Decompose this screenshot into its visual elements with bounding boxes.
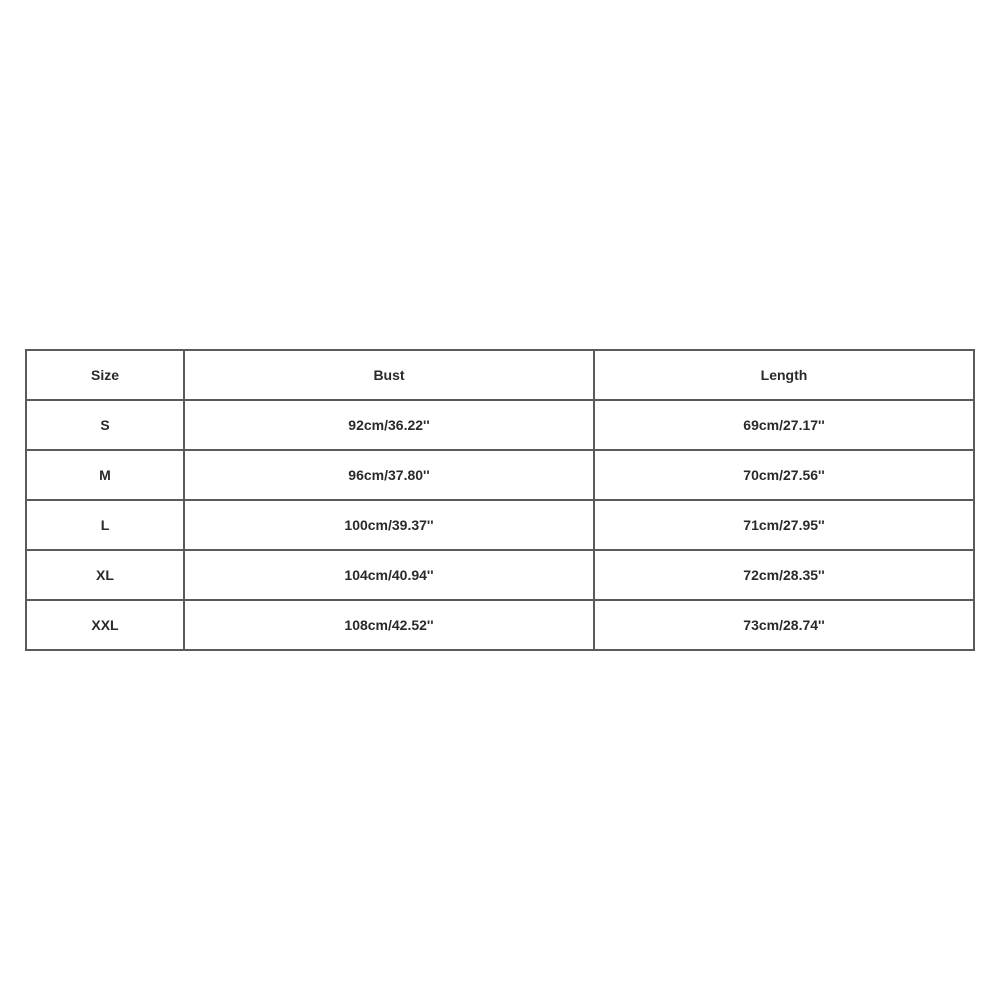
size-cell: XXL [26, 600, 184, 650]
header-bust: Bust [184, 350, 594, 400]
table-row [26, 450, 974, 500]
bust-cell: 104cm/40.94'' [184, 550, 594, 600]
bust-cell: 96cm/37.80'' [184, 450, 594, 500]
size-cell: M [26, 450, 184, 500]
bust-cell: 100cm/39.37'' [184, 500, 594, 550]
table-row [26, 400, 974, 450]
length-cell: 73cm/28.74'' [594, 600, 974, 650]
size-cell: S [26, 400, 184, 450]
length-cell: 72cm/28.35'' [594, 550, 974, 600]
size-cell: L [26, 500, 184, 550]
size-cell: XL [26, 550, 184, 600]
table-row [26, 600, 974, 650]
table-row [26, 500, 974, 550]
length-cell: 70cm/27.56'' [594, 450, 974, 500]
bust-cell: 108cm/42.52'' [184, 600, 594, 650]
table-row [26, 550, 974, 600]
length-cell: 71cm/27.95'' [594, 500, 974, 550]
bust-cell: 92cm/36.22'' [184, 400, 594, 450]
header-size: Size [26, 350, 184, 400]
header-length: Length [594, 350, 974, 400]
table-header-row [26, 350, 974, 400]
length-cell: 69cm/27.17'' [594, 400, 974, 450]
size-chart-table [25, 349, 975, 651]
